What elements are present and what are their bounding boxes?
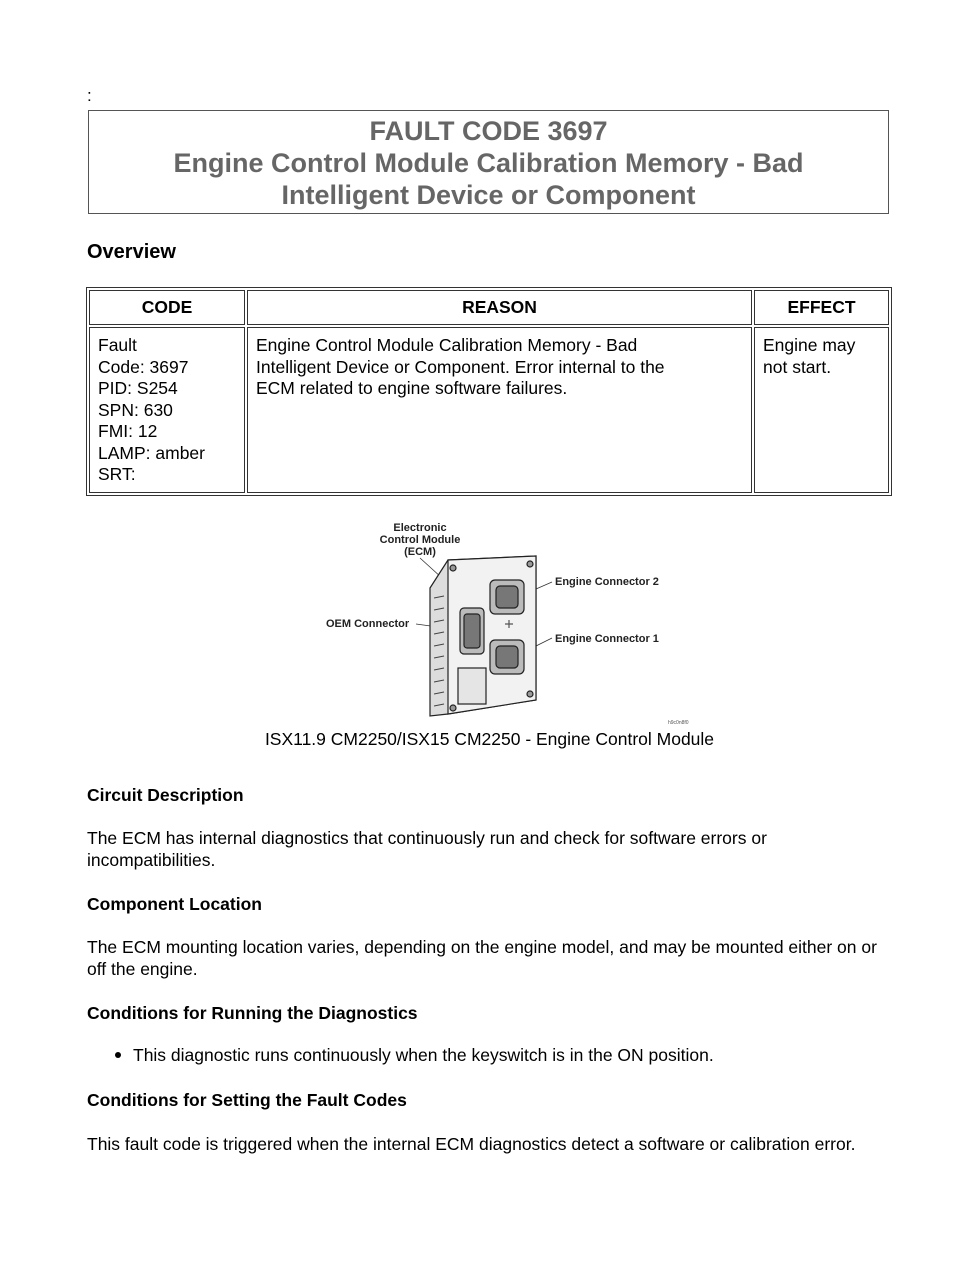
fault-code-title-box (88, 110, 889, 214)
leading-colon: : (87, 86, 92, 105)
list-item (115, 1045, 714, 1066)
cell-effect (754, 327, 889, 493)
running-diagnostics-bullet-text: This diagnostic runs continuously when the keyswitch is in the ON position. (133, 1045, 714, 1065)
code-line: PID: S254 (98, 378, 178, 398)
cell-code (89, 327, 245, 493)
reason-line: ECM related to engine software failures. (256, 378, 568, 398)
code-line: LAMP: amber (98, 442, 205, 463)
label-ecm-line1: Electronic (393, 522, 447, 534)
header-reason: REASON (247, 290, 752, 325)
fault-code-subtitle-line2: Intelligent Device or Component (281, 180, 696, 210)
figure-caption: ISX11.9 CM2250/ISX15 CM2250 - Engine Control Module (264, 729, 715, 749)
table-row (89, 327, 889, 493)
effect-line: Engine may (763, 335, 856, 355)
header-effect: EFFECT (754, 290, 889, 325)
label-ecm-line2: Control Module (379, 534, 461, 546)
effect-line: not start. (763, 356, 832, 377)
code-line: SPN: 630 (98, 399, 173, 420)
code-line: Code: 3697 (98, 356, 189, 377)
running-diagnostics-heading: Conditions for Running the Diagnostics (87, 1003, 418, 1023)
table-header-row (89, 290, 889, 325)
ecm-module-drawing (430, 556, 536, 716)
overview-heading: Overview (87, 241, 176, 263)
code-line: SRT: (98, 464, 136, 484)
label-engine-connector-1: Engine Connector 1 (555, 633, 659, 645)
circuit-description-heading: Circuit Description (87, 785, 244, 805)
code-line: FMI: 12 (98, 421, 158, 441)
fault-code-title: FAULT CODE 3697 (369, 116, 608, 146)
component-location-text: The ECM mounting location varies, depending on the engine model, and may be mounted either on or off the engine. (87, 937, 877, 979)
label-oem-connector: OEM Connector (326, 618, 410, 630)
reason-line: Intelligent Device or Component. Error internal to the (256, 356, 665, 377)
setting-fault-codes-heading: Conditions for Setting the Fault Codes (87, 1090, 407, 1110)
label-ecm-line3: (ECM) (404, 546, 436, 558)
header-code: CODE (89, 290, 245, 325)
bullet-dot-icon (115, 1052, 121, 1058)
fault-code-table (86, 287, 892, 496)
code-line: Fault (98, 335, 137, 355)
figure-ref-code: h9c0n8f0 (668, 720, 689, 726)
ecm-diagram (310, 518, 710, 728)
circuit-description-text: The ECM has internal diagnostics that continuously run and check for software errors or incompatibilities. (87, 828, 767, 870)
reason-line: Engine Control Module Calibration Memory - Bad (256, 335, 638, 355)
fault-code-subtitle-line1: Engine Control Module Calibration Memory - Bad (173, 148, 804, 178)
setting-fault-codes-text: This fault code is triggered when the internal ECM diagnostics detect a software or calibration error. (87, 1134, 856, 1154)
label-engine-connector-2: Engine Connector 2 (555, 576, 659, 588)
cell-reason (247, 327, 752, 493)
component-location-heading: Component Location (87, 894, 262, 914)
